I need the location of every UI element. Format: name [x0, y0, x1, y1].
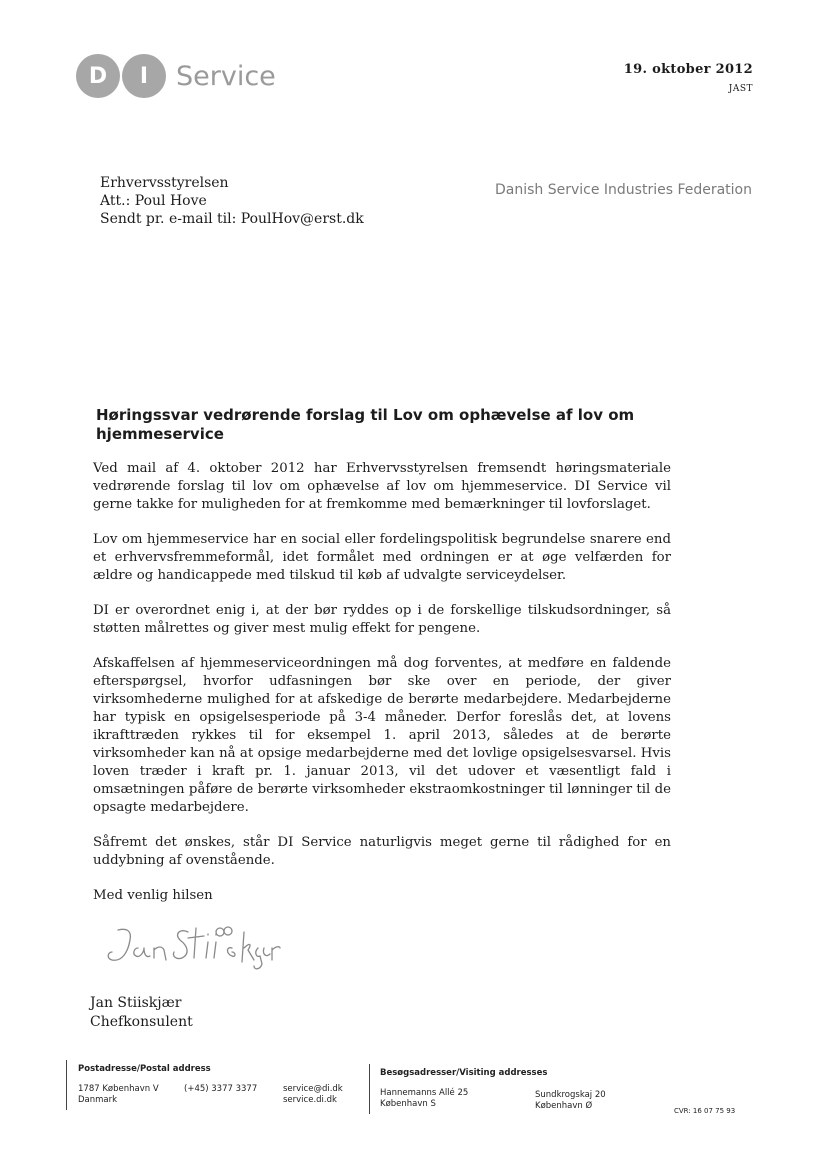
logo-circle-i: I	[122, 54, 166, 98]
footer-web: service.di.dk	[283, 1095, 337, 1105]
handwritten-signature	[104, 918, 284, 982]
letter-body	[93, 460, 671, 922]
postal-line-1: 1787 København V	[78, 1084, 159, 1094]
di-service-logo	[76, 54, 276, 98]
visiting-heading: Besøgsadresser/Visiting addresses	[380, 1068, 548, 1078]
footer-contact	[283, 1084, 343, 1106]
letter-subject: Høringssvar vedrørende forslag til Lov om ophævelse af lov om hjemmeservice	[96, 406, 635, 443]
paragraph-2: Lov om hjemmeservice har en social eller fordelingspolitisk begrundelse snarere end et erhvervsfremmeformål, idet formålet med ordningen er at øge velfærden for ældre og handicappede med tilskud til køb af udvalgte serviceydelser.	[93, 532, 671, 583]
federation-name: Danish Service Industries Federation	[494, 182, 752, 198]
footer-divider-left	[66, 1060, 67, 1110]
visit1-line-2: København S	[380, 1099, 436, 1109]
signer-title: Chefkonsulent	[90, 1014, 193, 1030]
logo-text: Service	[176, 60, 276, 92]
visiting-address-1	[380, 1088, 468, 1110]
footer-divider-mid	[369, 1064, 370, 1114]
logo-circle-d: D	[76, 54, 120, 98]
postal-heading: Postadresse/Postal address	[78, 1064, 211, 1074]
postal-address	[78, 1084, 159, 1106]
recipient-block	[100, 174, 364, 228]
recipient-line-2: Att.: Poul Hove	[100, 193, 207, 209]
paragraph-3: DI er overordnet enig i, at der bør ryddes op i de forskellige tilskudsordninger, så støtten målrettes og giver mest mulig effekt for pengene.	[93, 603, 671, 636]
cvr-number: CVR: 16 07 75 93	[674, 1107, 736, 1115]
visit2-line-1: Sundkrogskaj 20	[535, 1090, 606, 1100]
paragraph-1: Ved mail af 4. oktober 2012 har Erhvervsstyrelsen fremsendt høringsmateriale vedrørende forslag til lov om ophævelse af lov om hjemmeservice. DI Service vil gerne takke for muligheden for at fremkomme med bemærkninger til lovforslaget.	[93, 461, 671, 512]
closing-phrase: Med venlig hilsen	[93, 888, 213, 903]
recipient-line-3: Sendt pr. e-mail til: PoulHov@erst.dk	[100, 211, 364, 227]
signer-block	[90, 994, 193, 1032]
visit1-line-1: Hannemanns Allé 25	[380, 1088, 469, 1098]
paragraph-4: Afskaffelsen af hjemmeserviceordningen må dog forventes, at medføre en faldende efterspørgsel, hvorfor udfasningen bør ske over en periode, der giver virksomhederne mulighed for at afskedige de berørte medarbejdere. Medarbejderne har typisk en opsigelsesperiode på 3-4 måneder. Derfor foreslås det, at lovens ikrafttræden rykkes til for eksempel 1. april 2013, således at de berørte virksomheder kan nå at opsige medarbejderne med det lovlige opsigelsesvarsel. Hvis loven træder i kraft pr. 1. januar 2013, vil det udover et væsentligt fald i omsætningen påføre de berørte virksomheder ekstraomkostninger til lønninger til de opsagte medarbejdere.	[93, 656, 671, 815]
footer-email: service@di.dk	[283, 1084, 343, 1094]
author-initials: JAST	[728, 84, 753, 94]
signer-name: Jan Stiiskjær	[90, 995, 182, 1011]
footer-phone: (+45) 3377 3377	[184, 1084, 258, 1094]
visit2-line-2: København Ø	[535, 1101, 593, 1111]
visiting-address-2	[535, 1090, 606, 1112]
letter-date: 19. oktober 2012	[623, 62, 753, 77]
recipient-line-1: Erhvervsstyrelsen	[100, 175, 229, 191]
postal-line-2: Danmark	[78, 1095, 118, 1105]
paragraph-5: Såfremt det ønskes, står DI Service naturligvis meget gerne til rådighed for en uddybning af ovenstående.	[93, 835, 671, 868]
